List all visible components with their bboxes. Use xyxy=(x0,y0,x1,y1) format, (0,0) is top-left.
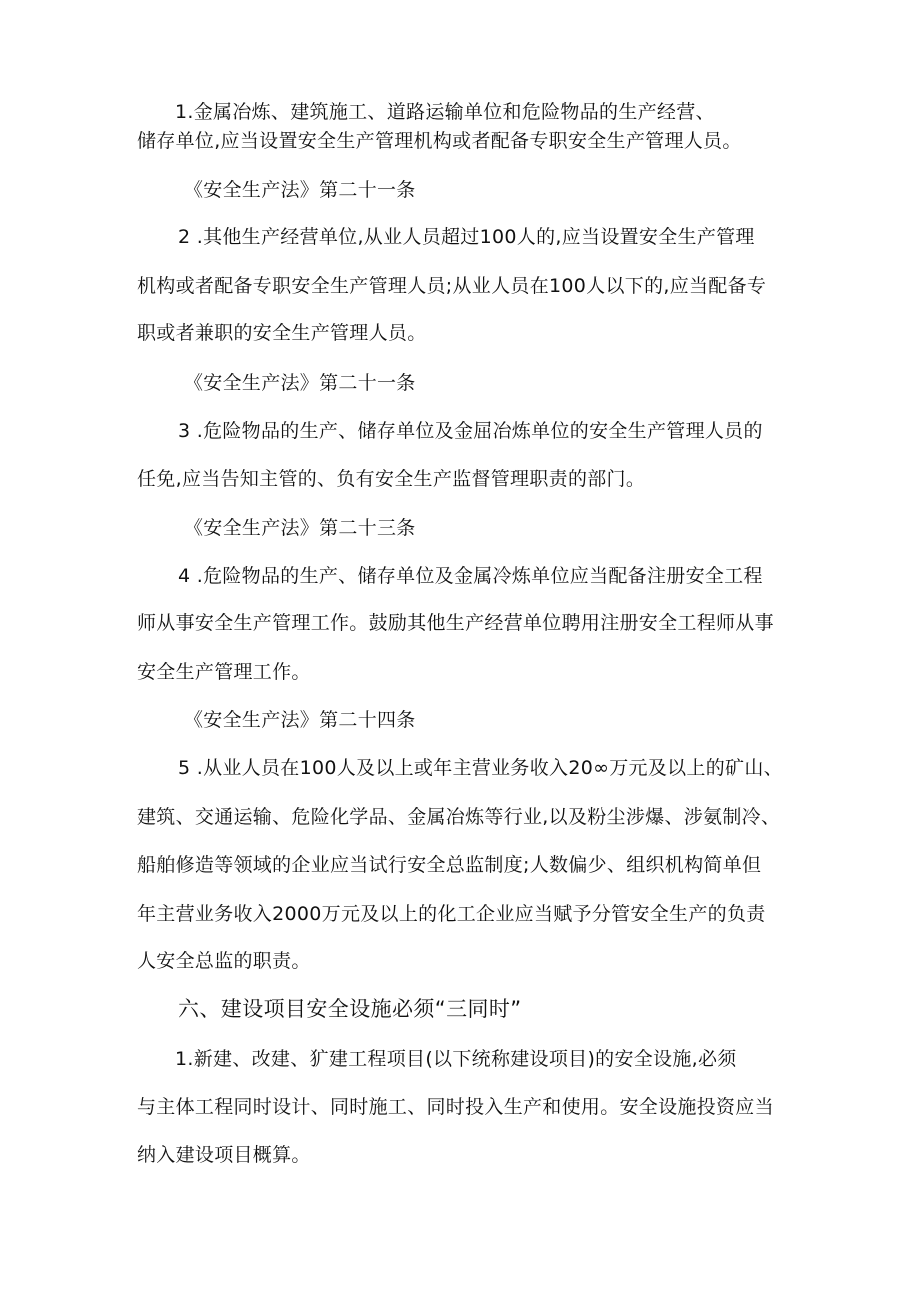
item-1-line-2: 储存单位,应当设置安全生产管理机构或者配备专职安全生产管理人员。 xyxy=(137,130,742,152)
item-4-line-1: 4 .危险物品的生产、储存单位及金属冷炼单位应当配备注册安全工程 xyxy=(178,565,763,587)
item-4-line-2: 师从事安全生产管理工作。鼓励其他生产经营单位聘用注册安全工程师从事 xyxy=(137,612,774,634)
item-5-line-3: 船舶修造等领域的企业应当试行安全总监制度;人数偏少、组织机构简单但 xyxy=(137,854,762,876)
item-3-line-1: 3 .危险物品的生产、储存单位及金屈冶炼单位的安全生产管理人员的 xyxy=(178,420,763,442)
item-1-citation: 《安全生产法》第二十一条 xyxy=(184,179,416,201)
item-4-line-3: 安全生产管理工作。 xyxy=(137,661,311,683)
section-item-1-line-3: 纳入建设项目概算。 xyxy=(137,1144,311,1166)
section-item-1-line-2: 与主体工程同时设计、同时施工、同时投入生产和使用。安全设施投资应当 xyxy=(137,1096,774,1118)
item-5-line-5: 人安全总监的职责。 xyxy=(137,950,311,972)
item-2-line-2: 机构或者配备专职安全生产管理人员;从业人员在100人以下的,应当配备专 xyxy=(137,275,767,297)
item-2-line-3: 职或者兼职的安全生产管理人员。 xyxy=(137,322,427,344)
section-heading: 六、建设项目安全设施必须“三同时” xyxy=(178,997,522,1021)
section-item-1-line-1: 1.新建、改建、犷建工程项目(以下统称建设项目)的安全设施,必须 xyxy=(175,1048,737,1070)
item-5-line-1: 5 .从业人员在100人及以上或年主营业务收入20∞万元及以上的矿山、 xyxy=(178,757,783,779)
item-3-line-2: 任免,应当告知主管的、负有安全生产监督管理职责的部门。 xyxy=(137,468,646,490)
item-5-line-4: 年主营业务收入2000万元及以上的化工企业应当赋予分管安全生产的负责 xyxy=(137,903,766,925)
item-2-citation: 《安全生产法》第二十一条 xyxy=(184,372,416,394)
item-3-citation: 《安全生产法》第二十三条 xyxy=(184,517,416,539)
item-2-line-1: 2 .其他生产经营单位,从业人员超过100人的,应当设置安全生产管理 xyxy=(178,226,755,248)
item-1-line-1: 1.金属冶炼、建筑施工、道路运输单位和危险物品的生产经营、 xyxy=(175,101,715,123)
item-4-citation: 《安全生产法》第二十四条 xyxy=(184,709,416,731)
item-5-line-2: 建筑、交通运输、危险化学品、金属冶炼等行业,以及粉尘涉爆、涉氨制冷、 xyxy=(137,806,781,828)
